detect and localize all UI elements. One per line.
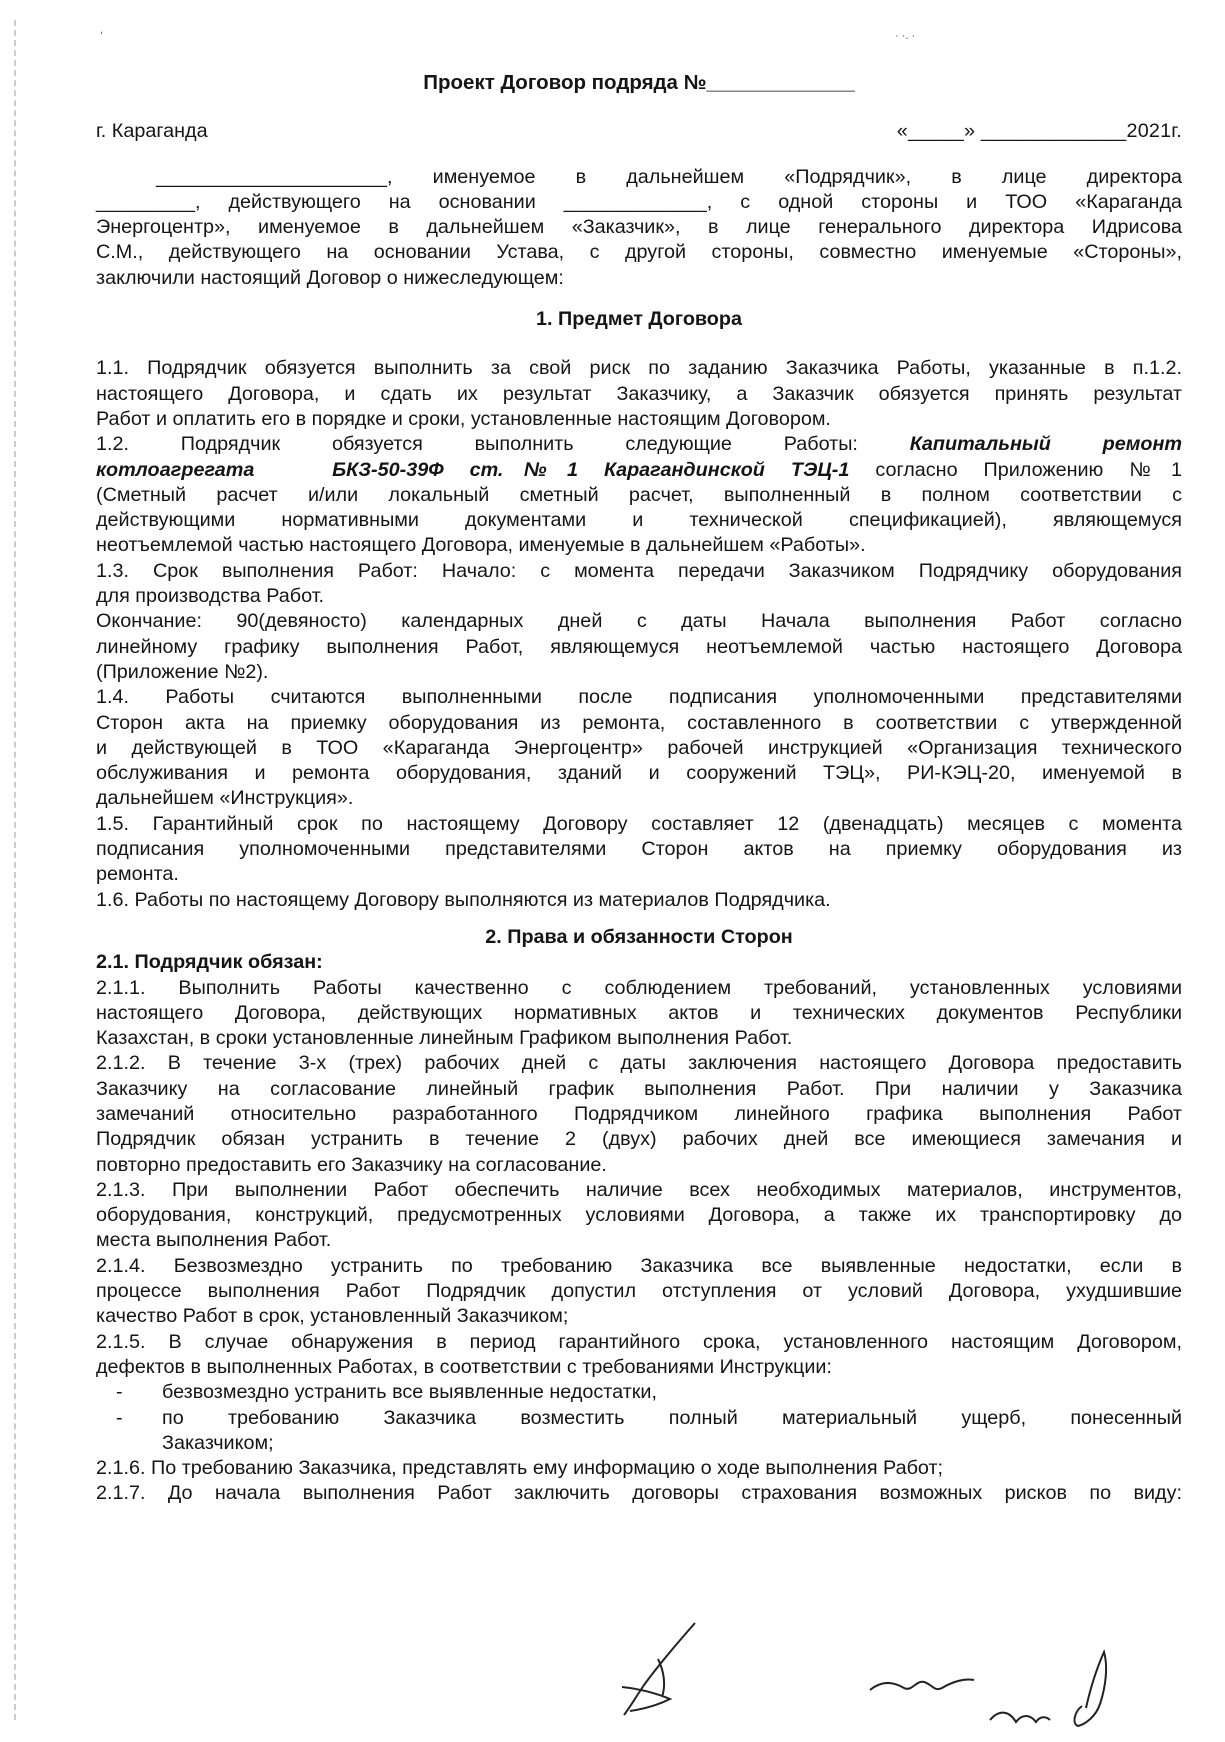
text-line: 1.5. Гарантийный срок по настоящему Договору составляет 12 (двенадцать) месяцев с момента (96, 812, 1182, 835)
text-line: ремонта. (96, 863, 179, 886)
text-line: настоящего Договора, и сдать их результат Заказчику, а Заказчик обязуется принять результат (96, 382, 1182, 405)
signature-right (860, 1630, 1160, 1740)
text-line: 2.1.5. В случае обнаружения в период гарантийного срока, установленного настоящим Договором, (96, 1330, 1182, 1353)
text-line: 1.4. Работы считаются выполненными после подписания уполномоченными представителями (96, 686, 1182, 709)
text-line: действующими нормативными документами и технической спецификацией), являющемуся (96, 509, 1182, 532)
text-line: дефектов в выполненных Работах, в соответствии с требованиями Инструкции: (96, 1355, 832, 1378)
text-line: линейному графику выполнения Работ, являющемуся неотъемлемой частью настоящего Договора (96, 635, 1182, 658)
text-line: Заказчику на согласование линейный график выполнения Работ. При наличии у Заказчика (96, 1077, 1182, 1100)
text-line: 2.1.6. По требованию Заказчика, представлять ему информацию о ходе выполнения Работ; (96, 1457, 944, 1480)
text-line: 2.1.2. В течение 3-х (трех) рабочих дней с даты заключения настоящего Договора предоставить (96, 1052, 1182, 1075)
text-line: оборудования, конструкций, предусмотренных условиями Договора, а также их транспортировку до (96, 1204, 1182, 1227)
text-line: 1.1. Подрядчик обязуется выполнить за свой риск по заданию Заказчика Работы, указанные в п.1.2. (96, 357, 1182, 380)
preamble-line: _____________________, именуемое в дальнейшем «Подрядчик», в лице директора (156, 165, 1182, 188)
preamble-line: Энергоцентр», именуемое в дальнейшем «Заказчик», в лице генерального директора Идрисова (96, 216, 1182, 239)
signature-left (600, 1615, 740, 1725)
text-line: Окончание: 90(девяносто) календарных дней с даты Начала выполнения Работ согласно (96, 610, 1182, 633)
scan-noise: · ·. · (895, 30, 916, 42)
text-line: места выполнения Работ. (96, 1229, 332, 1252)
text-line: дальнейшем «Инструкция». (96, 787, 354, 810)
text-line: котлоагрегата БКЗ-50-39Ф ст.№1 Карагандинской ТЭЦ-1 согласно Приложению №1 (96, 458, 1182, 481)
preamble-line: С.М., действующего на основании Устава, с другой стороны, совместно именуемые «Стороны», (96, 241, 1182, 264)
text-line: 2.1.1. Выполнить Работы качественно с соблюдением требований, установленных условиями (96, 976, 1182, 999)
text-line: (Приложение №2). (96, 660, 269, 683)
text-line: процессе выполнения Работ Подрядчик допустил отступления от условий Договора, ухудшившие (96, 1280, 1182, 1303)
text-line: для производства Работ. (96, 585, 325, 608)
text-line: настоящего Договора, действующих нормативных актов и технических документов Республики (96, 1001, 1182, 1024)
list-item: - по требованию Заказчика возместить полный материальный ущерб, понесенный Заказчиком; (116, 1406, 1182, 1454)
place-date-row (96, 119, 1182, 144)
contract-body (96, 70, 1182, 1507)
text-line: замечаний относительно разработанного Подрядчиком линейного графика выполнения Работ (96, 1102, 1182, 1125)
section-2-body (96, 976, 1182, 1507)
text-line: 2.1.4. Безвозмездно устранить по требованию Заказчика все выявленные недостатки, если в (96, 1254, 1182, 1277)
section-2-heading: 2. Права и обязанности Сторон (485, 925, 793, 948)
contract-date: «_____» _____________2021г. (896, 120, 1182, 143)
text-line: Работ и оплатить его в порядке и сроки, установленные настоящим Договором. (96, 407, 831, 430)
text-line: 1.6. Работы по настоящему Договору выполняются из материалов Подрядчика. (96, 888, 831, 911)
text-line: повторно предоставить его Заказчику на согласование. (96, 1153, 607, 1176)
text-line: качество Работ в срок, установленный Заказчиком; (96, 1305, 569, 1328)
section-1-heading: 1. Предмет Договора (536, 308, 742, 331)
text-line: 1.2. Подрядчик обязуется выполнить следующие Работы: Капитальный ремонт (96, 433, 1182, 456)
text-line: подписания уполномоченными представителями Сторон актов на приемку оборудования из (96, 838, 1182, 861)
section-1-body (96, 356, 1182, 913)
list-item: - безвозмездно устранить все выявленные недостатки, (116, 1381, 657, 1404)
text-line: 1.3. Срок выполнения Работ: Начало: с момента передачи Заказчиком Подрядчику оборудования (96, 559, 1182, 582)
text-line: обслуживания и ремонта оборудования, зданий и сооружений ТЭЦ», РИ-КЭЦ-20, именуемой в (96, 762, 1182, 785)
scan-edge-marks (14, 20, 18, 1720)
text-line: Подрядчик обязан устранить в течение 2 (двух) рабочих дней все имеющиеся замечания и (96, 1128, 1182, 1151)
text-line: неотъемлемой частью настоящего Договора, именуемые в дальнейшем «Работы». (96, 534, 866, 557)
text-line: Казахстан, в сроки установленные линейным Графиком выполнения Работ. (96, 1027, 793, 1050)
text-line: Сторон акта на приемку оборудования из ремонта, составленного в соответствии с утвержденной (96, 711, 1182, 734)
text-line: и действующей в ТОО «Караганда Энергоцентр» рабочей инструкцией «Организация технического (96, 736, 1182, 759)
text-line: 2.1.3. При выполнении Работ обеспечить наличие всех необходимых материалов, инструментов, (96, 1178, 1182, 1201)
city: г. Караганда (96, 120, 208, 143)
section-2-subheading: 2.1. Подрядчик обязан: (96, 951, 323, 974)
preamble-line: заключили настоящий Договор о нижеследующем: (96, 266, 564, 289)
preamble-line: _________, действующего на основании _____________, с одной стороны и ТОО «Караганда (96, 190, 1182, 213)
text-line: 2.1.7. До начала выполнения Работ заключить договоры страхования возможных рисков по виду: (96, 1482, 1182, 1505)
scan-noise: , (100, 24, 104, 36)
text-line: (Сметный расчет и/или локальный сметный расчет, выполненный в полном соответствии с (96, 483, 1182, 506)
preamble (96, 165, 1182, 291)
document-title: Проект Договор подряда №_____________ (423, 71, 855, 94)
